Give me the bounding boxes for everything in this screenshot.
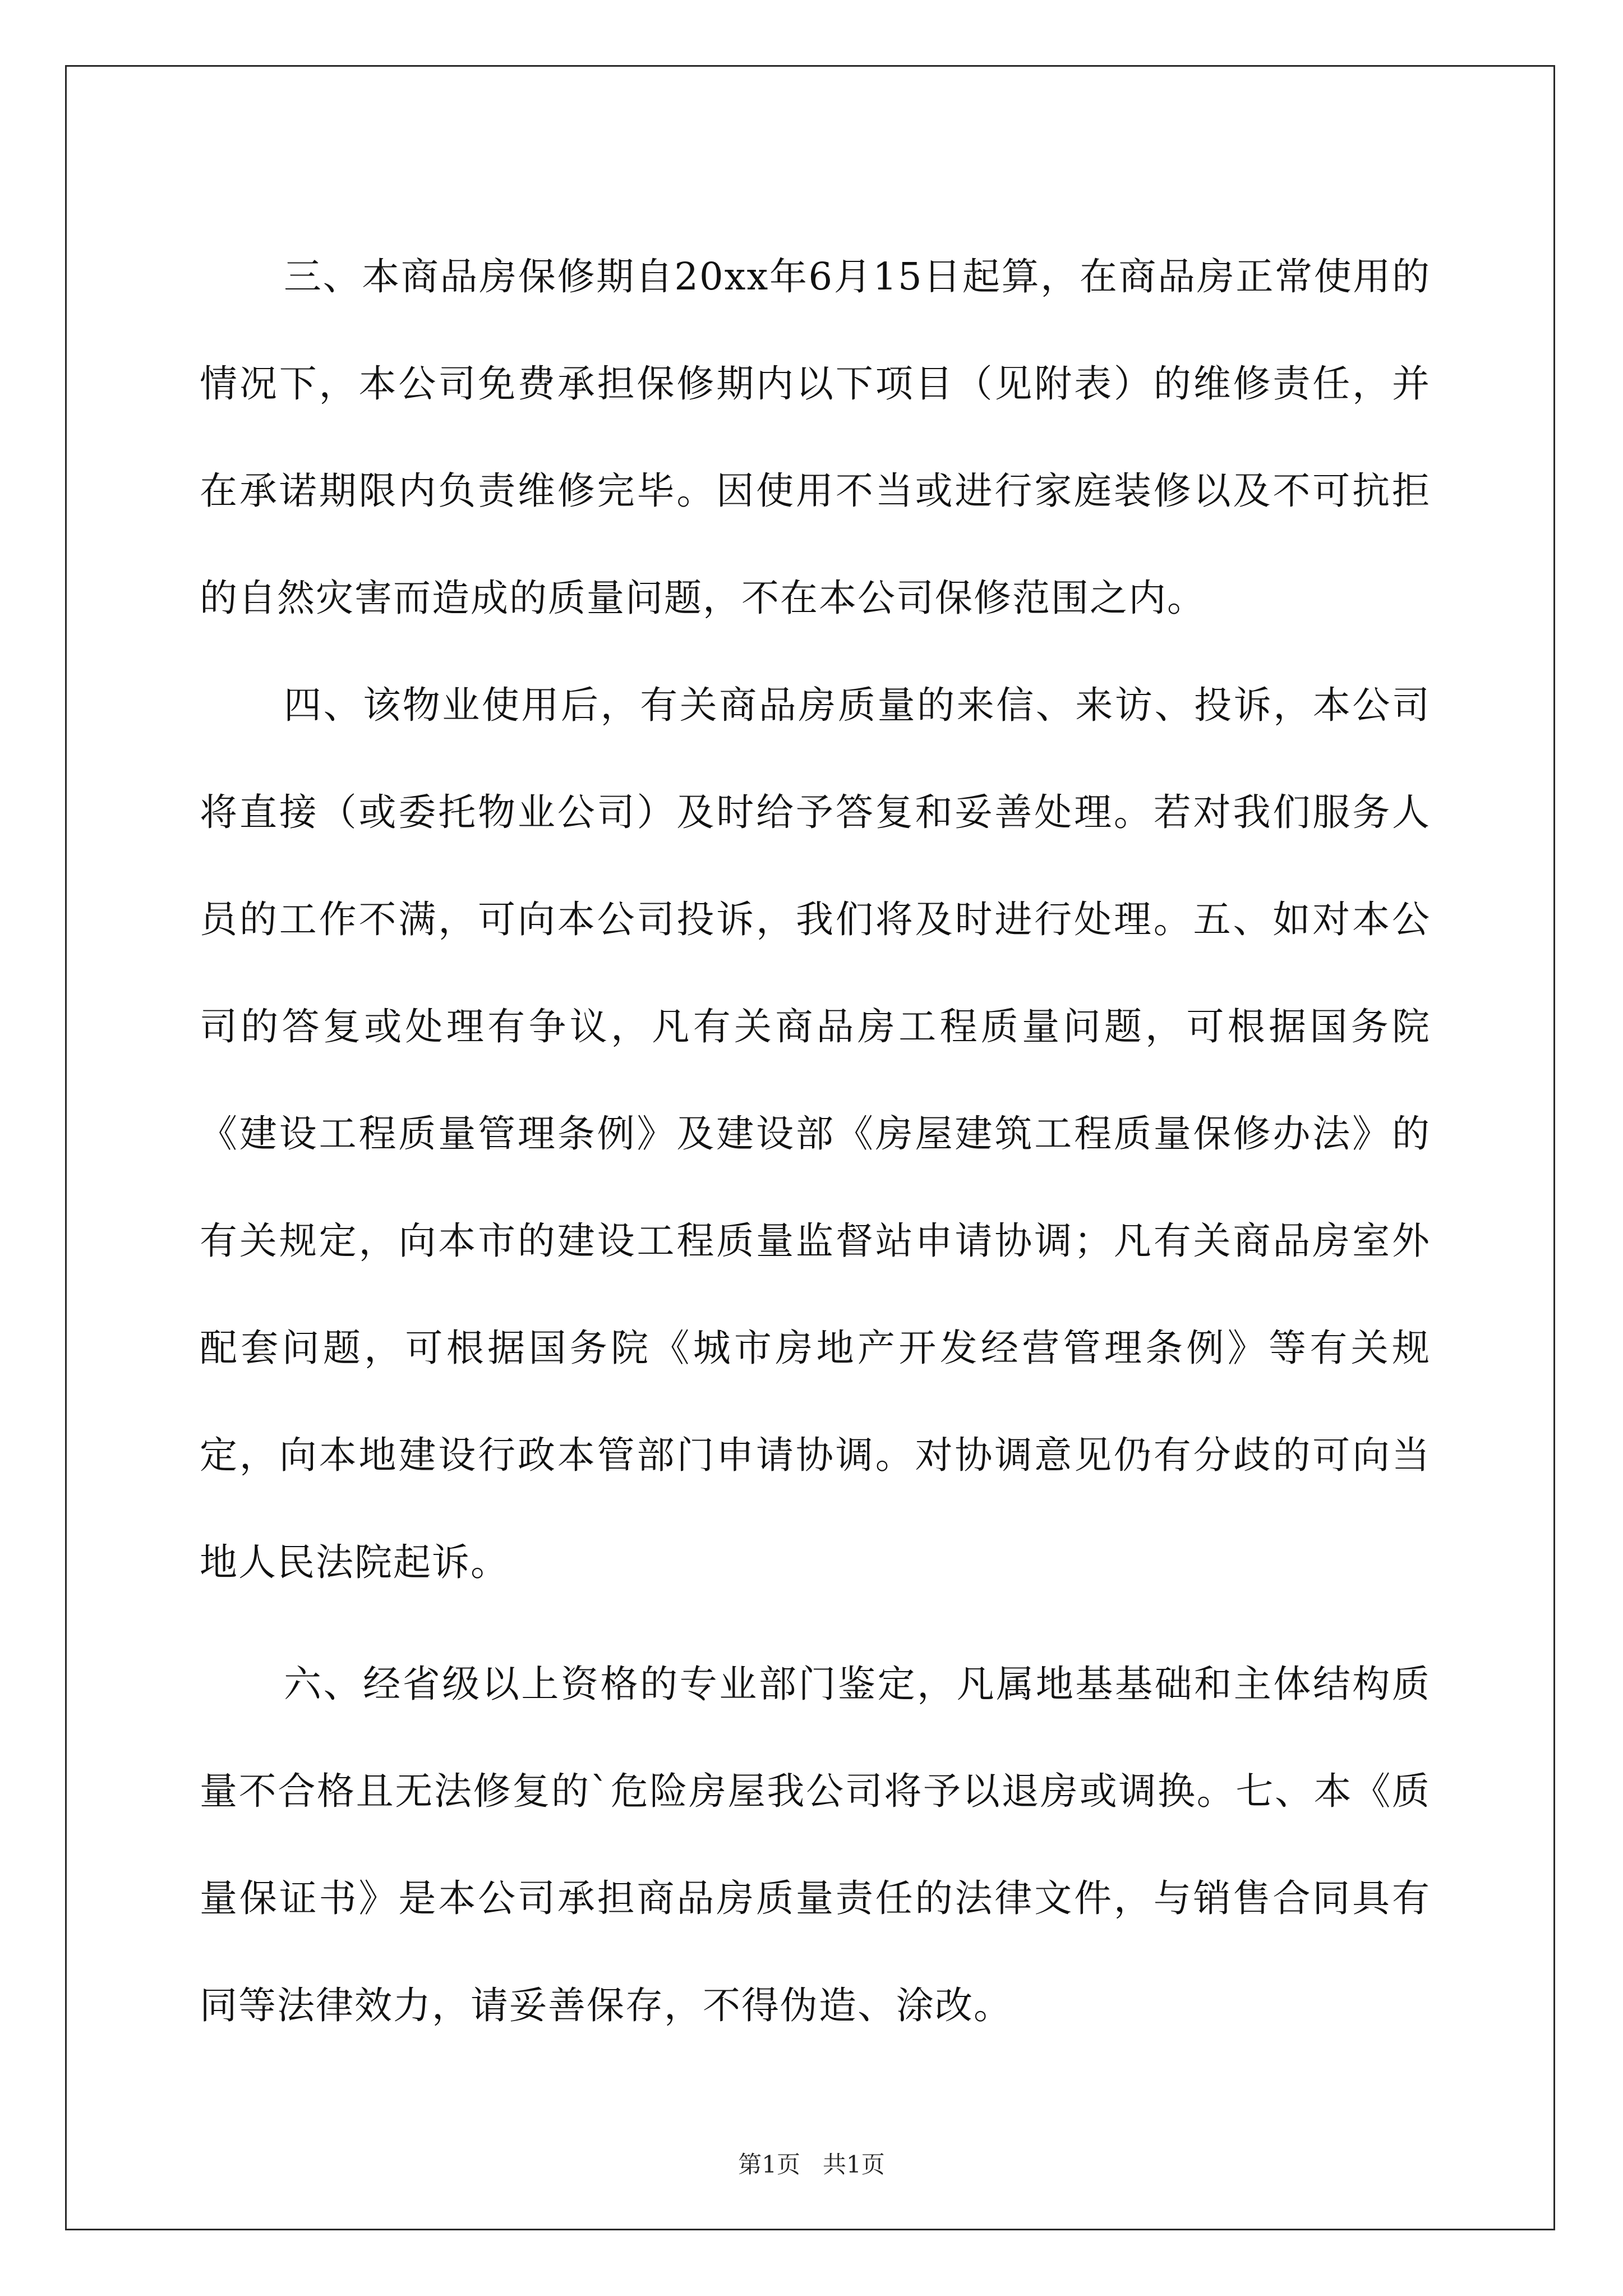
document-body — [200, 223, 1431, 2059]
page-footer: 第1页 共1页 — [738, 2151, 885, 2178]
paragraph-warranty-period: 三、本商品房保修期自20xx年6月15日起算，在商品房正常使用的情况下，本公司免费承担保修期内以下项目（见附表）的维修责任，并在承诺期限内负责维修完毕。因使用不当或进行家庭装修以及不可抗拒的自然灾害而造成的质量问题，不在本公司保修范围之内。 — [200, 255, 1431, 620]
paragraph-complaints-disputes: 四、该物业使用后，有关商品房质量的来信、来访、投诉，本公司将直接（或委托物业公司）及时给予答复和妥善处理。若对我们服务人员的工作不满，可向本公司投诉，我们将及时进行处理。五、如对本公司的答复或处理有争议，凡有关商品房工程质量问题，可根据国务院《建设工程质量管理条例》及建设部《房屋建筑工程质量保修办法》的有关规定，向本市的建设工程质量监督站申请协调；凡有关商品房室外配套问题，可根据国务院《城市房地产开发经营管理条例》等有关规定，向本地建设行政本管部门申请协调。对协调意见仍有分歧的可向当地人民法院起诉。 — [200, 683, 1431, 1584]
paragraph-dangerous-housing: 六、经省级以上资格的专业部门鉴定，凡属地基基础和主体结构质量不合格且无法修复的`危险房屋我公司将予以退房或调换。七、本《质量保证书》是本公司承担商品房质量责任的法律文件，与销售合同具有同等法律效力，请妥善保存，不得伪造、涂改。 — [200, 1662, 1431, 2027]
